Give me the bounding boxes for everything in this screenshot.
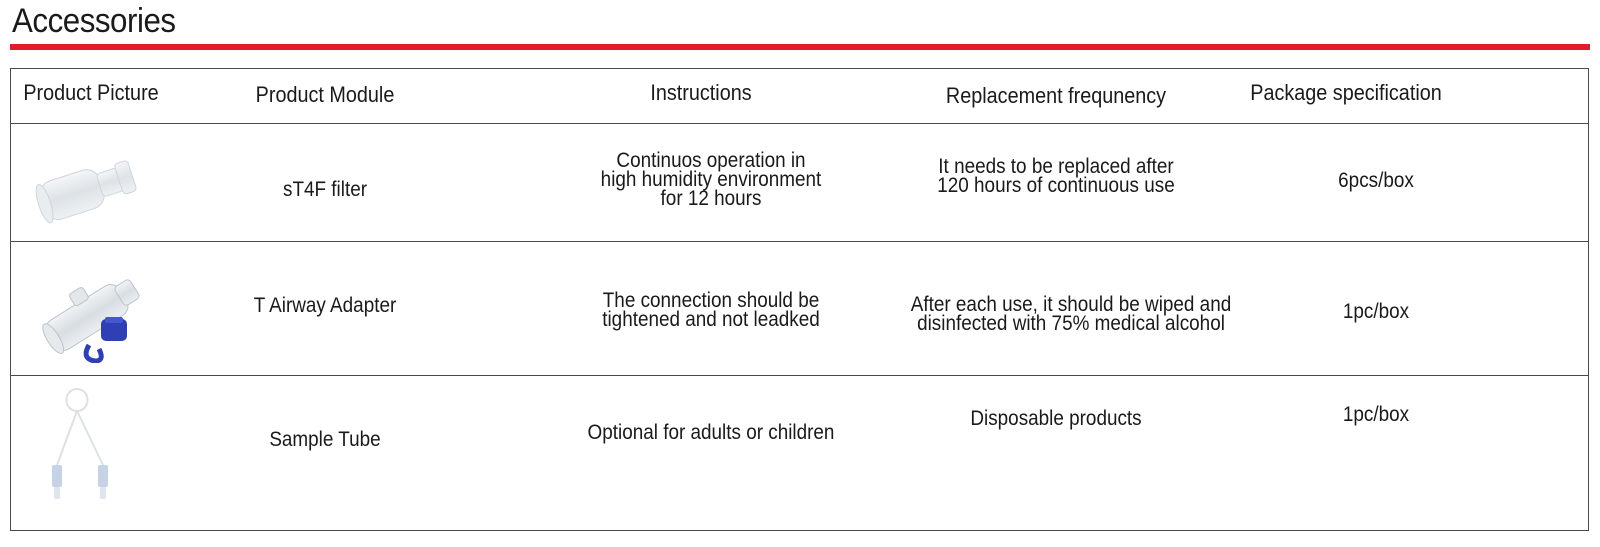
header-package-specification: Package specification [1250, 80, 1442, 105]
header-instructions: Instructions [650, 80, 752, 105]
row2-replacement-line: disinfected with 75% medical alcohol [917, 312, 1225, 335]
row2-replacement-line: After each use, it should be wiped and [910, 293, 1232, 316]
accessories-table [10, 68, 1589, 531]
row2-instructions [567, 291, 855, 329]
row1-instructions-line: for 12 hours [660, 187, 762, 210]
row3-module: Sample Tube [269, 428, 381, 451]
header-replacement-frequency: Replacement frequnency [945, 83, 1167, 108]
row3-instructions: Optional for adults or children [587, 421, 835, 444]
airway-adapter-image [37, 257, 147, 363]
row3-replacement: Disposable products [970, 407, 1142, 430]
row2-instructions-line: tightened and not leadked [602, 308, 820, 331]
header-product-picture: Product Picture [23, 80, 159, 105]
row1-replacement [908, 157, 1205, 195]
header-divider [11, 123, 1588, 124]
row1-module: sT4F filter [282, 178, 368, 201]
row1-instructions [567, 151, 855, 208]
row-divider [11, 241, 1588, 242]
row1-instructions-line: high humidity environment [600, 168, 822, 191]
page-title: Accessories [12, 2, 176, 40]
row3-package: 1pc/box [1342, 403, 1410, 426]
header-product-module: Product Module [255, 82, 395, 107]
row2-instructions-line: The connection should be [602, 289, 820, 312]
sample-tube-image [41, 385, 131, 503]
row2-module: T Airway Adapter [253, 294, 397, 317]
row2-replacement [900, 295, 1242, 333]
title-underline [10, 44, 1590, 50]
filter-image [29, 145, 149, 225]
row1-replacement-line: 120 hours of continuous use [937, 174, 1175, 197]
row1-replacement-line: It needs to be replaced after [938, 155, 1174, 178]
row1-package: 6pcs/box [1338, 169, 1414, 192]
row2-package: 1pc/box [1342, 300, 1410, 323]
row-divider [11, 375, 1588, 376]
row1-instructions-line: Continuos operation in [616, 149, 806, 172]
